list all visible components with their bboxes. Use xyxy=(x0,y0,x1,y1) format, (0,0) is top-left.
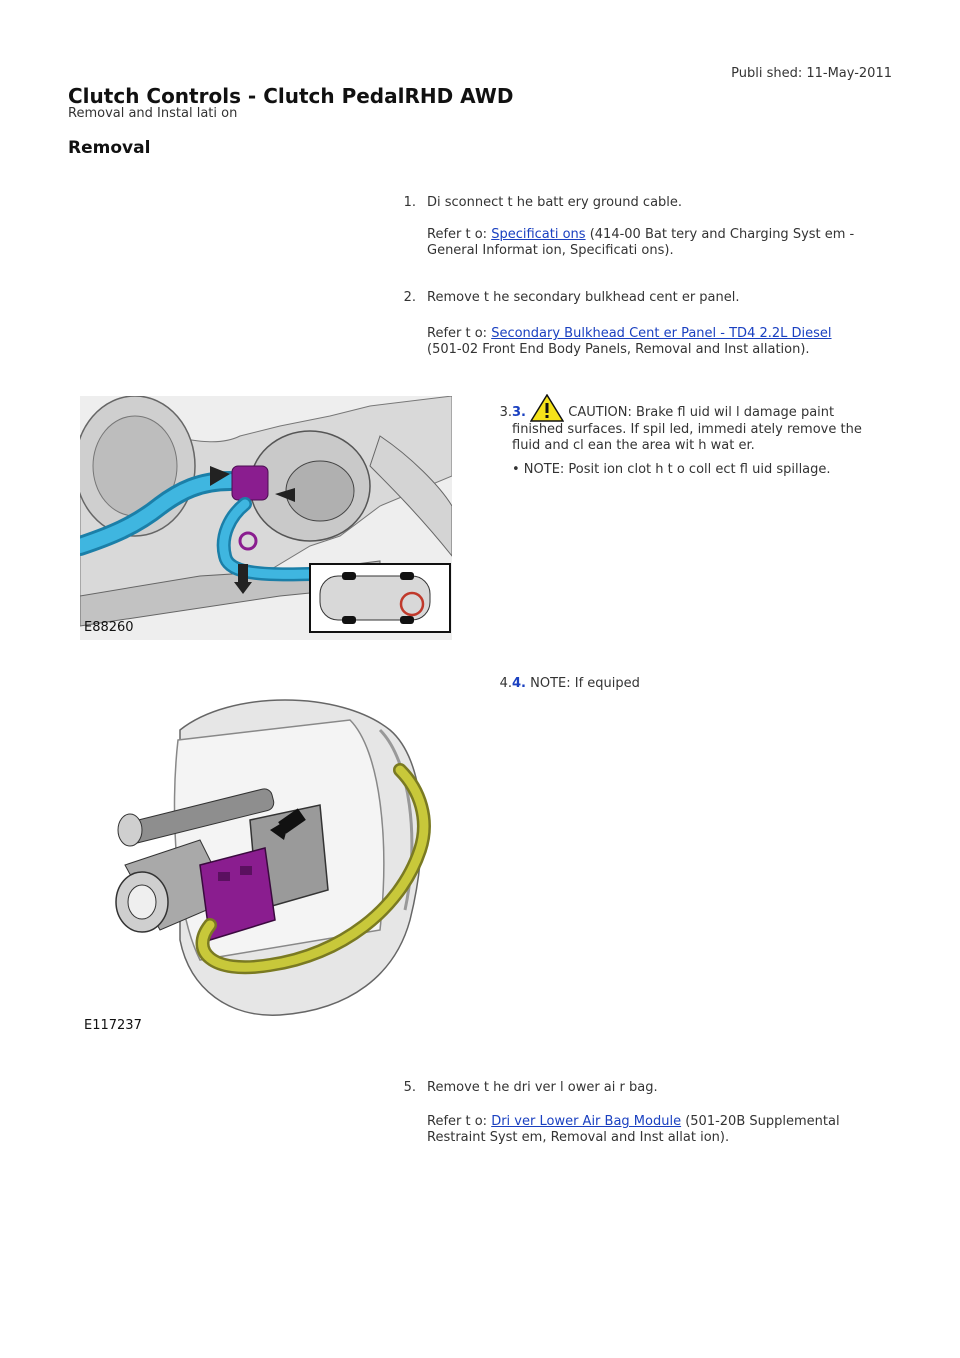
step-number: 2. xyxy=(403,290,416,305)
step-text: Remove t he secondary bulkhead cent er panel. xyxy=(427,290,740,305)
refer-label: Refer t o: xyxy=(427,227,492,242)
link-driver-lower-air-bag[interactable]: Dri ver Lower Air Bag Module xyxy=(491,1114,682,1129)
step-note xyxy=(512,676,882,692)
figure-label: E117237 xyxy=(84,1018,142,1033)
step-text: Di sconnect t he batt ery ground cable. xyxy=(427,195,683,210)
clutch-master-cylinder-illustration xyxy=(80,690,452,1040)
figure-e117237 xyxy=(80,690,452,1040)
step-bold-number: 3. xyxy=(512,405,526,420)
refer-label: Refer t o: xyxy=(427,1114,492,1129)
refer-label: Refer t o: xyxy=(427,326,492,341)
step-note: • NOTE: Posit ion clot h t o coll ect fl uid spillage. xyxy=(512,462,831,477)
step-caution xyxy=(512,394,882,454)
step-number: 5. xyxy=(403,1080,416,1095)
link-specifications[interactable]: Specificati ons xyxy=(491,227,586,242)
published-date: Publi shed: 11-May-2011 xyxy=(731,66,892,81)
section-heading: Removal xyxy=(68,138,151,158)
warning-icon xyxy=(530,394,564,422)
refer-detail: (414-00 Bat tery and Charging Syst em - General Informat ion, Specificati ons). xyxy=(427,227,855,258)
step-number: 4. xyxy=(499,676,512,691)
step-number: 1. xyxy=(403,195,416,210)
step-number: 3. xyxy=(499,405,512,420)
figure-e88260 xyxy=(80,396,452,640)
page-title: Clutch Controls - Clutch PedalRHD AWD xyxy=(68,84,514,108)
brake-fluid-line-illustration xyxy=(80,396,452,640)
page-subtitle: Removal and Instal lati on xyxy=(68,106,238,121)
figure-label: E88260 xyxy=(84,620,134,635)
link-secondary-bulkhead-panel[interactable]: Secondary Bulkhead Cent er Panel - TD4 2.2L Diesel xyxy=(491,326,832,341)
step-text: Remove t he dri ver l ower ai r bag. xyxy=(427,1080,658,1095)
step-reference xyxy=(427,326,877,358)
caution-text: CAUTION: Brake fl uid wil l damage paint finished surfaces. If spil led, immedi ately remove the fluid and cl ean the area wit h wat er. xyxy=(512,405,862,453)
refer-detail: (501-20B Supplemental Restraint Syst em, Removal and Inst allat ion). xyxy=(427,1114,840,1145)
step-reference xyxy=(427,1114,867,1146)
note-text: NOTE: If equiped xyxy=(530,676,640,691)
step-bold-number: 4. xyxy=(512,676,526,691)
refer-detail: (501-02 Front End Body Panels, Removal and Inst allation). xyxy=(427,342,810,357)
step-reference xyxy=(427,227,867,259)
